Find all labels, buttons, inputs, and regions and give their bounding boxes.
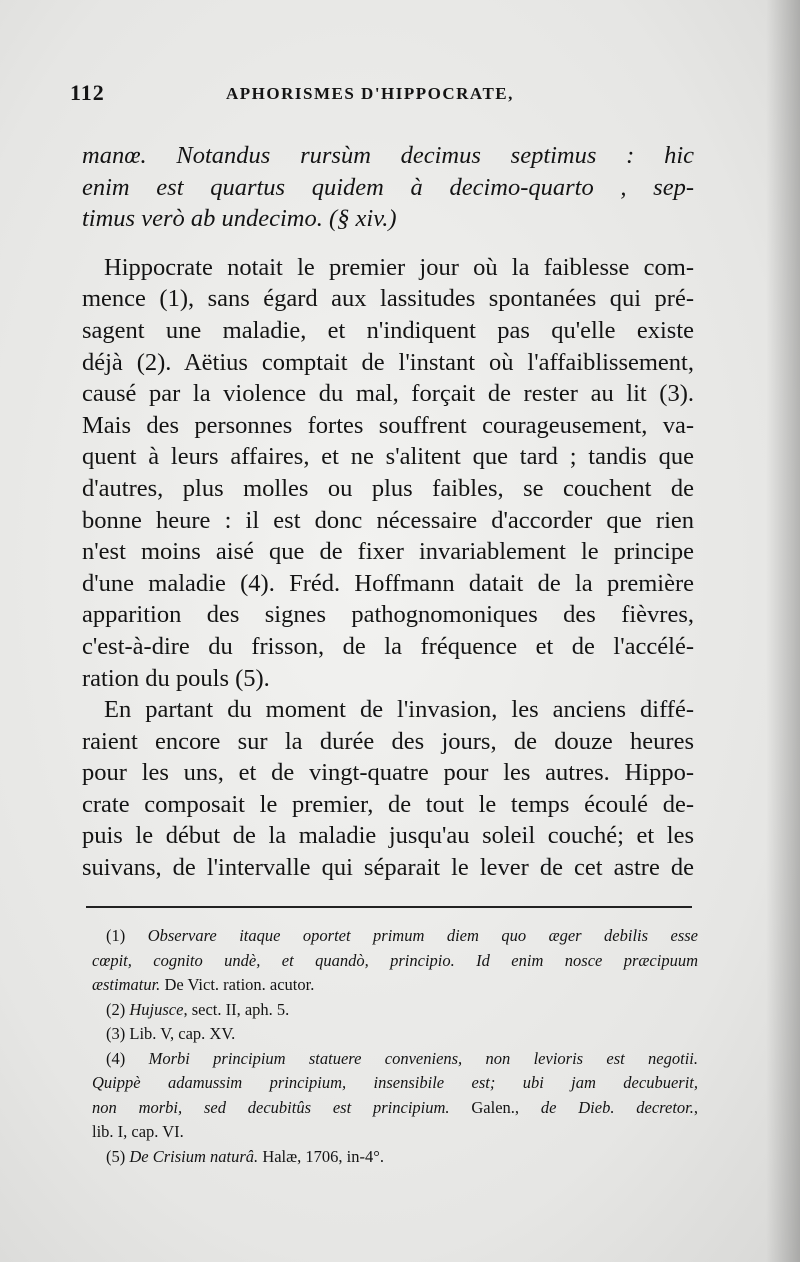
footnote-5 xyxy=(92,1145,698,1170)
text-line: enim est quartus quidem à decimo-quarto , sep- xyxy=(82,173,694,201)
footnotes xyxy=(92,924,698,1169)
text-line: c'est-à-dire du frisson, de la fréquence et de l'accélé- xyxy=(82,632,694,660)
footnote-number: (2) xyxy=(106,999,130,1019)
text-line: Mais des personnes fortes souffrent courageusement, va- xyxy=(82,411,694,439)
footnote-text: Quippè adamussim principium, insensibile est; ubi jam decubuerit, xyxy=(92,1073,698,1092)
text-line: timus verò ab undecimo. (§ xiv.) xyxy=(82,205,397,233)
main-text xyxy=(82,140,694,884)
footnote-number: (1) xyxy=(106,926,148,945)
footnote-1 xyxy=(92,924,698,949)
footnote-3: (3) Lib. V, cap. XV. xyxy=(106,1024,236,1043)
text-line: puis le début de la maladie jusqu'au soleil couché; et les xyxy=(82,822,694,850)
text-line: sagent une maladie, et n'indiquent pas qu'elle existe xyxy=(82,316,694,344)
text-line: En partant du moment de l'invasion, les anciens diffé- xyxy=(104,696,694,724)
footnote-divider xyxy=(86,906,692,908)
text-line: suivans, de l'intervalle qui séparait le lever de cet astre de xyxy=(82,854,694,882)
text-line: ration du pouls (5). xyxy=(82,664,270,692)
footnote-text: æstimatur. xyxy=(92,975,161,994)
text-line: apparition des signes pathognomoniques des fièvres, xyxy=(82,601,694,629)
text-line: Hippocrate notait le premier jour où la faiblesse com- xyxy=(104,253,694,281)
text-line: pour les uns, et de vingt-quatre pour les autres. Hippo- xyxy=(82,759,694,787)
text-line: quent à leurs affaires, et ne s'alitent que tard ; tandis que xyxy=(82,443,694,471)
footnote-4-line: lib. I, cap. VI. xyxy=(92,1122,184,1141)
footnote-reference: , sect. II, aph. 5. xyxy=(183,999,290,1019)
footnote-4-line xyxy=(92,1096,698,1121)
text-line: mence (1), sans égard aux lassitudes spontanées qui pré- xyxy=(82,285,694,313)
footnote-number: (5) xyxy=(106,1146,130,1166)
footnote-text: Observare itaque oportet primum diem quo æger debilis esse xyxy=(147,926,698,945)
text-line: crate composait le premier, de tout le temps écoulé de- xyxy=(82,790,694,818)
footnote-reference: Halæ, 1706, in-4°. xyxy=(258,1146,384,1166)
footnote-text: De Crisium naturâ. xyxy=(129,1146,259,1166)
footnote-text: Hujusce xyxy=(129,999,184,1019)
running-title: APHORISMES D'HIPPOCRATE, xyxy=(226,84,514,103)
footnote-1-line xyxy=(92,949,698,974)
footnote-1-line xyxy=(92,973,698,998)
text-line: déjà (2). Aëtius comptait de l'instant où l'affaiblissement, xyxy=(82,348,694,376)
footnote-reference: De Vict. ration. acutor. xyxy=(160,975,315,994)
text-line: d'une maladie (4). Fréd. Hoffmann datait de la première xyxy=(82,569,694,597)
footnote-text: de Dieb. decretor. xyxy=(540,1097,694,1117)
footnote-text: cœpit, cognito undè, et quandò, principio. Id enim nosce præcipuum xyxy=(92,950,698,970)
text-line: bonne heure : il est donc nécessaire d'accorder que rien xyxy=(82,506,694,534)
text-line: manœ. Notandus rursùm decimus septimus : hic xyxy=(82,142,694,169)
text-line: causé par la violence du mal, forçait de rester au lit (3). xyxy=(82,380,694,408)
footnote-number: (4) xyxy=(106,1048,149,1068)
footnote-reference: , xyxy=(693,1097,698,1117)
text-line: n'est moins aisé que de fixer invariablement le principe xyxy=(82,538,694,566)
footnote-reference: Galen., xyxy=(449,1097,541,1117)
footnote-2 xyxy=(92,998,698,1023)
page-header xyxy=(70,80,530,110)
page-number: 112 xyxy=(70,80,105,105)
text-line: raient encore sur la durée des jours, de douze heures xyxy=(82,727,694,755)
text-line: d'autres, plus molles ou plus faibles, se couchent de xyxy=(82,474,694,502)
footnote-4-line xyxy=(92,1071,698,1096)
footnote-4 xyxy=(92,1047,698,1072)
footnote-text: non morbi, sed decubitûs est principium. xyxy=(92,1097,450,1117)
footnote-text: Morbi principium statuere conveniens, non levioris est negotii. xyxy=(148,1048,699,1068)
